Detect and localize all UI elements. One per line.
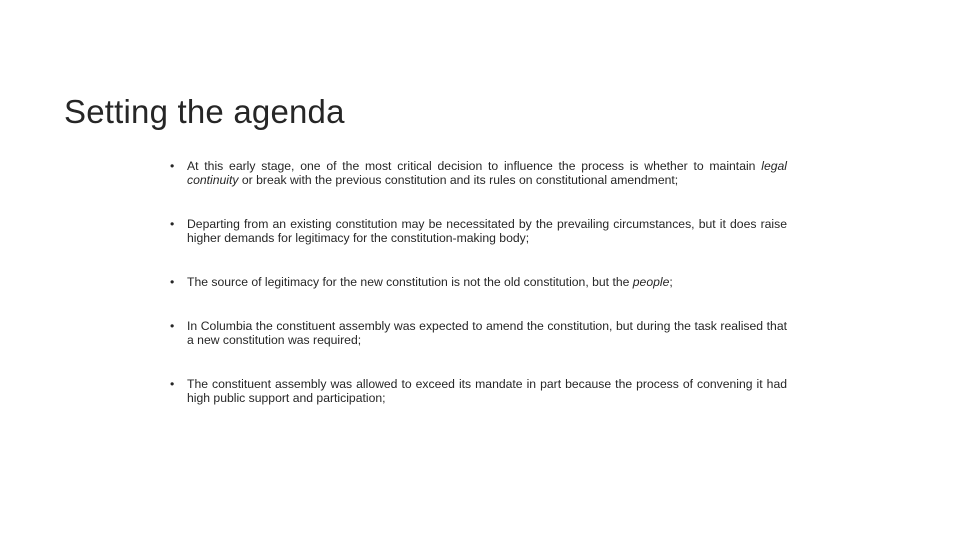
bullet-marker: • bbox=[170, 275, 175, 289]
bullet-marker: • bbox=[170, 159, 175, 173]
bullet-text-segment: The source of legitimacy for the new constitution is not the old constitution, but the bbox=[187, 275, 633, 289]
bullet-list bbox=[170, 159, 787, 405]
bullet-text-segment: In Columbia the constituent assembly was expected to amend the constitution, but during the task realised that a new constitution was required; bbox=[187, 319, 787, 347]
bullet-marker: • bbox=[170, 217, 175, 231]
bullet-item bbox=[170, 377, 787, 405]
bullet-text-segment: Departing from an existing constitution may be necessitated by the prevailing circumstances, but it does raise higher demands for legitimacy for the constitution-making body; bbox=[187, 217, 787, 245]
bullet-text-emphasis: people bbox=[632, 275, 670, 289]
bullet-text-segment: ; bbox=[669, 275, 673, 289]
bullet-text-segment: or break with the previous constitution and its rules on constitutional amendment; bbox=[238, 173, 679, 187]
slide-title: Setting the agenda bbox=[64, 93, 345, 130]
bullet-item bbox=[170, 159, 787, 187]
bullet-item bbox=[170, 319, 787, 347]
bullet-text-segment: At this early stage, one of the most critical decision to influence the process is whether to maintain bbox=[187, 159, 762, 173]
bullet-text-emphasis: legal continuity bbox=[187, 159, 787, 187]
bullet-marker: • bbox=[170, 319, 175, 333]
bullet-item bbox=[170, 217, 787, 245]
bullet-text-segment: The constituent assembly was allowed to exceed its mandate in part because the process of convening it had high public support and participation; bbox=[187, 377, 787, 405]
bullet-item bbox=[170, 275, 787, 289]
bullet-marker: • bbox=[170, 377, 175, 391]
